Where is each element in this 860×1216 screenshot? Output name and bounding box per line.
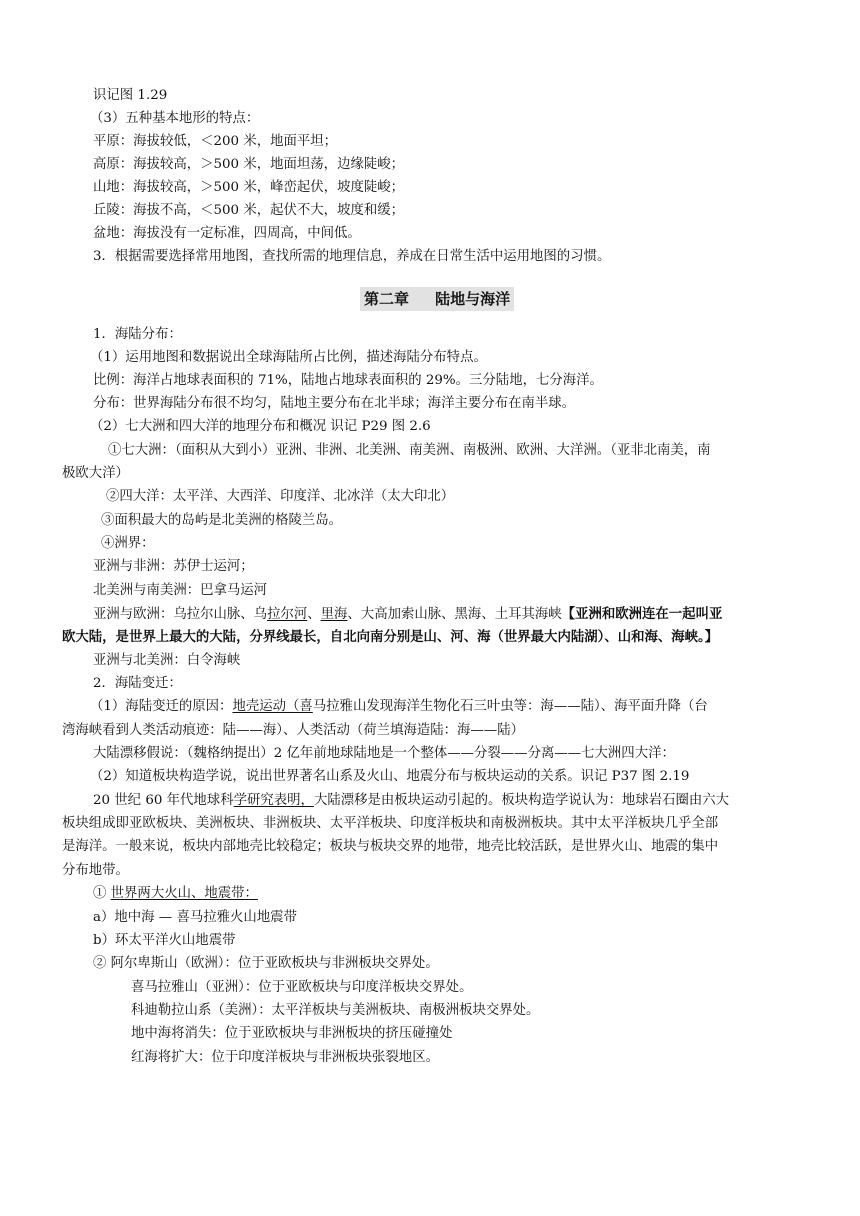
list-item: ② 阿尔卑斯山（欧洲）：位于亚欧板块与非洲板块交界处。 [93,956,439,971]
underlined-text: 里海 [320,607,348,622]
list-item: a）地中海 — 喜马拉雅火山地震带 [93,910,297,925]
underlined-text: 地壳运动（喜 [232,699,313,714]
paragraph [93,604,722,625]
paragraph [93,791,729,811]
map-usage-line: 3．根据需要选择常用地图，查找所需的地理信息，养成在日常生活中运用地图的习惯。 [93,249,611,264]
figure-reference: 识记图 1.29 [93,88,168,103]
paragraph: ①七大洲：（面积从大到小）亚洲、非洲、北美洲、南美洲、南极洲、欧洲、大洋洲。（亚非北南美，南 [108,443,711,458]
chapter-title: 第二章 陆地与海洋 [360,287,514,311]
list-marker: ① [93,886,111,901]
underlined-text: 世界两大火山、地震带： [110,886,258,901]
paragraph: ②四大洋：太平洋、大西洋、印度洋、北冰洋（太大印北） [106,489,455,504]
list-item: b）环太平洋火山地震带 [93,933,236,948]
plateau-line: 高原：海拔较高，＞500 米，地面坦荡，边缘陡峻； [93,157,405,172]
basin-line: 盆地：海拔没有一定标准，四周高，中间低。 [93,226,361,241]
mountain-line: 山地：海拔较高，＞500 米，峰峦起伏，坡度陡峻； [93,180,405,195]
text-span: 马拉雅山发现海洋生物化石三叶虫等：海——陆）、海平面升降（台 [312,699,708,714]
paragraph: 分布地带。 [62,863,129,878]
paragraph: 欧大陆，是世界上最大的大陆，分界线最长，自北向南分别是山、河、海（世界最大内陆湖）、山和海、海峡。】 [62,629,719,645]
heading-land-sea-distribution: 1．海陆分布： [93,327,182,342]
list-item: 红海将扩大：位于印度洋板块与非洲板块张裂地区。 [131,1050,439,1065]
plain-line: 平原：海拔较低，＜200 米，地面平坦； [93,134,338,149]
paragraph: 是海洋。一般来说，板块内部地壳比较稳定；板块与板块交界的地带，地壳比较活跃，是世界火山、地震的集中 [62,839,719,854]
paragraph: 板块组成即亚欧板块、美洲板块、非洲板块、太平洋板块、印度洋板块和南极洲板块。其中太平洋板块几乎全部 [62,816,719,831]
terrain-heading: （3）五种基本地形的特点： [90,111,260,126]
text-span: （1）海陆变迁的原因： [90,699,233,714]
paragraph: 北美洲与南美洲：巴拿马运河 [93,583,268,598]
text-span: 大陆漂移是由板块运动引起的。板块构造学说认为：地球岩石圈由六大 [313,793,730,808]
paragraph: 比例：海洋占地球表面积的 71%，陆地占地球表面积的 29%。三分陆地，七分海洋。 [93,373,603,388]
list-item [93,884,258,904]
paragraph: 湾海峡看到人类活动痕迹：陆——海）、人类活动（荷兰填海造陆：海——陆） [62,723,524,738]
text-span: 20 世纪 60 年代地球科 [93,793,234,808]
text-span: 、大高加索山脉、黑海、土耳其海峡 [347,607,562,622]
heading-land-sea-change: 2．海陆变迁： [93,676,182,691]
text-span: 、 [307,607,321,622]
paragraph: 亚洲与非洲：苏伊士运河； [93,559,254,574]
list-item: 地中海将消失：位于亚欧板块与非洲板块的挤压碰撞处 [131,1026,453,1041]
paragraph: ④洲界： [101,536,155,551]
underlined-text: 拉尔河 [267,607,308,622]
text-span: 亚洲与欧洲：乌拉尔山脉、乌 [93,607,268,622]
list-item: 科迪勒拉山系（美洲）：太平洋板块与美洲板块、南极洲板块交界处。 [131,1003,540,1018]
underlined-text: 学研究表明， [233,793,314,808]
paragraph: 分布：世界海陆分布很不均匀，陆地主要分布在北半球；海洋主要分布在南半球。 [93,396,576,411]
paragraph: （2）七大洲和四大洋的地理分布和概况 识记 P29 图 2.6 [90,419,431,434]
paragraph [90,697,708,717]
paragraph: ③面积最大的岛屿是北美洲的格陵兰岛。 [101,513,343,528]
paragraph: 亚洲与北美洲：白令海峡 [93,653,241,668]
paragraph: （1）运用地图和数据说出全球海陆所占比例，描述海陆分布特点。 [90,350,487,365]
list-item: 喜马拉雅山（亚洲）：位于亚欧板块与印度洋板块交界处。 [131,980,473,995]
hill-line: 丘陵：海拔不高，＜500 米，起伏不大，坡度和缓； [93,203,405,218]
paragraph: 极欧大洋） [62,466,129,481]
bold-text: 【亚洲和欧洲连在一起叫亚 [561,606,723,622]
paragraph: 大陆漂移假说：（魏格纳提出）2 亿年前地球陆地是一个整体——分裂——分离——七大洲四大洋： [93,746,675,761]
paragraph: （2）知道板块构造学说，说出世界著名山系及火山、地震分布与板块运动的关系。识记 P37 图 2.19 [90,769,690,784]
